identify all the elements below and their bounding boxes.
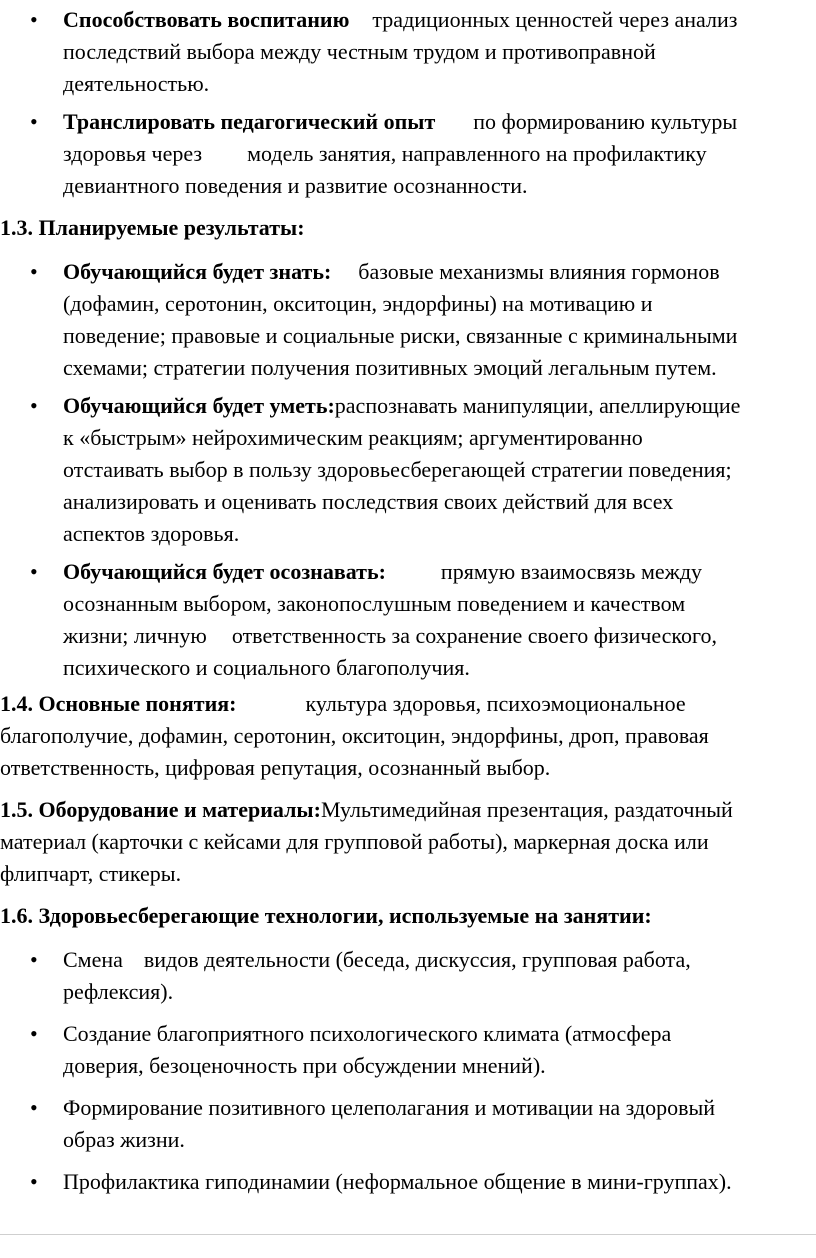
text-fragment: прямую взаимосвязь между xyxy=(440,559,703,584)
text-fragment: здоровья через xyxy=(63,141,203,166)
result-lead: Обучающийся будет знать: xyxy=(63,259,332,284)
text-line: анализировать и оценивать последствия своих действий для всех xyxy=(63,489,674,514)
text-line: аспектов здоровья. xyxy=(63,521,240,546)
result-lead: Обучающийся будет осознавать: xyxy=(63,559,386,584)
text-fragment: жизни; личную xyxy=(63,623,207,648)
text-fragment: базовые механизмы влияния гормонов xyxy=(358,259,720,284)
goal-text: по формированию культуры xyxy=(473,109,738,134)
text-line: деятельностью. xyxy=(63,71,210,96)
section-heading: 1.6. Здоровьесберегающие технологии, используемые на занятии: xyxy=(0,903,652,928)
text-line: Профилактика гиподинамии (неформальное общение в мини-группах). xyxy=(63,1169,732,1194)
bullet: • xyxy=(30,1021,38,1046)
text-line: отстаивать выбор в пользу здоровьесберегающей стратегии поведения; xyxy=(63,457,732,482)
bullet: • xyxy=(30,947,38,972)
bullet: • xyxy=(30,1169,38,1194)
page-divider xyxy=(0,1234,816,1235)
text-line xyxy=(63,620,717,652)
section-heading: 1.4. Основные понятия: xyxy=(0,691,237,716)
text-line: благополучие, дофамин, серотонин, окситоцин, эндорфины, дроп, правовая xyxy=(0,723,709,748)
text-line xyxy=(63,106,737,138)
bullet: • xyxy=(30,559,38,584)
text-line xyxy=(63,4,737,36)
bullet: • xyxy=(30,7,38,32)
text-line: образ жизни. xyxy=(63,1127,185,1152)
text-fragment: культура здоровья, психоэмоциональное xyxy=(305,691,686,716)
text-fragment: распознавать манипуляции, апеллирующие xyxy=(334,393,741,418)
goal-lead: Способствовать воспитанию xyxy=(63,7,350,32)
text-line: Формирование позитивного целеполагания и мотивации на здоровый xyxy=(63,1095,716,1120)
bullet: • xyxy=(30,259,38,284)
text-line: доверия, безоценочность при обсуждении мнений). xyxy=(63,1053,546,1078)
text-line: схемами; стратегии получения позитивных эмоций легальным путем. xyxy=(63,355,717,380)
text-line: (дофамин, серотонин, окситоцин, эндорфины) на мотивацию и xyxy=(63,291,653,316)
text-line: девиантного поведения и развитие осознанности. xyxy=(63,173,528,198)
text-fragment: Мультимедийная презентация, раздаточный xyxy=(320,797,733,822)
text-line: ответственность, цифровая репутация, осознанный выбор. xyxy=(0,755,551,780)
text-line xyxy=(63,138,707,170)
result-lead: Обучающийся будет уметь: xyxy=(63,393,335,418)
text-line xyxy=(0,794,733,826)
bullet: • xyxy=(30,109,38,134)
text-line xyxy=(63,256,720,288)
text-line: осознанным выбором, законопослушным поведением и качеством xyxy=(63,591,686,616)
text-fragment: Смена xyxy=(63,947,123,972)
text-line: поведение; правовые и социальные риски, связанные с криминальными xyxy=(63,323,738,348)
text-line: материал (карточки с кейсами для групповой работы), маркерная доска или xyxy=(0,829,709,854)
text-line xyxy=(63,556,702,588)
text-line: флипчарт, стикеры. xyxy=(0,861,182,886)
text-line: Создание благоприятного психологического климата (атмосфера xyxy=(63,1021,672,1046)
text-line xyxy=(0,688,686,720)
text-line: психического и социального благополучия. xyxy=(63,655,470,680)
bullet: • xyxy=(30,1095,38,1120)
text-fragment: ответственность за сохранение своего физического, xyxy=(231,623,717,648)
text-line xyxy=(63,944,691,976)
section-heading: 1.5. Оборудование и материалы: xyxy=(0,797,321,822)
text-fragment: видов деятельности (беседа, дискуссия, групповая работа, xyxy=(143,947,691,972)
text-line: последствий выбора между честным трудом и противоправной xyxy=(63,39,656,64)
text-fragment: модель занятия, направленного на профилактику xyxy=(247,141,707,166)
text-line: рефлексия). xyxy=(63,979,174,1004)
bullet: • xyxy=(30,393,38,418)
text-line xyxy=(63,390,740,422)
goal-text: традиционных ценностей через анализ xyxy=(372,7,738,32)
section-heading: 1.3. Планируемые результаты: xyxy=(0,215,305,240)
goal-lead: Транслировать педагогический опыт xyxy=(63,109,436,134)
text-line: к «быстрым» нейрохимическим реакциям; аргументированно xyxy=(63,425,643,450)
